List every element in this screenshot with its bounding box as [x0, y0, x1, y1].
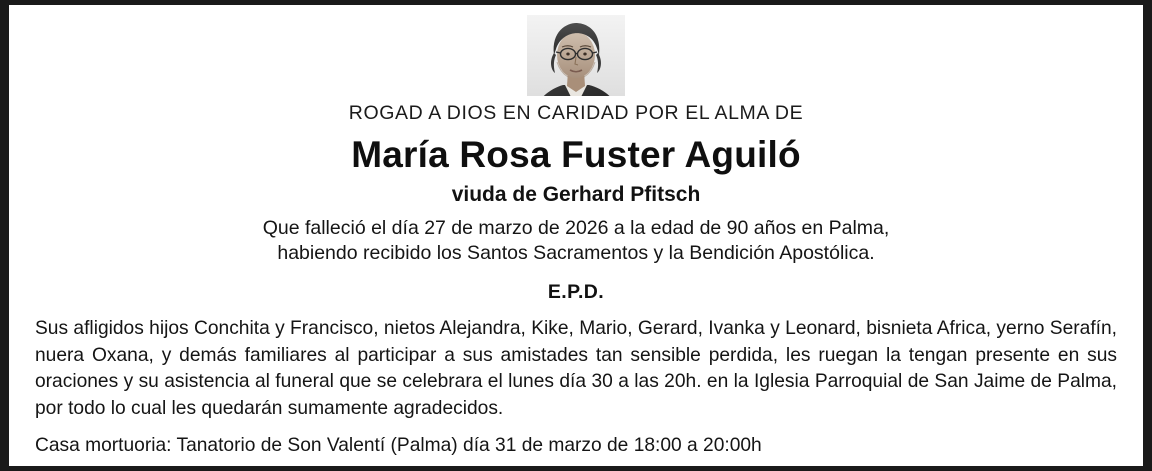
mortuary-info: Casa mortuoria: Tanatorio de Son Valentí (Palma) día 31 de marzo de 18:00 a 20:00h	[35, 435, 762, 457]
death-details	[263, 216, 890, 267]
portrait-photo-icon	[527, 15, 625, 96]
death-line-1: Que falleció el día 27 de marzo de 2026 a la edad de 90 años en Palma,	[262, 216, 890, 239]
deceased-name: María Rosa Fuster Aguiló	[351, 133, 801, 175]
portrait-frame	[527, 15, 625, 96]
epd-label: E.P.D.	[547, 280, 605, 303]
death-line-2: habiendo recibido los Santos Sacramentos y la Bendición Apostólica.	[277, 242, 875, 265]
invocation-line: ROGAD A DIOS EN CARIDAD POR EL ALMA DE	[348, 101, 804, 124]
notice-inner	[9, 5, 1143, 466]
family-message: Sus afligidos hijos Conchita y Francisco, nietos Alejandra, Kike, Mario, Gerard, Ivanka y Leonard, bisnieta Africa, yerno Serafín, nuera Oxana, y demás familiares al participar a sus amistades tan sensible perdida, les ruegan la tengan presente en sus oraciones y su asistencia al funeral que se celebrara el lunes día 30 a las 20h. en la Iglesia Parroquial de San Jaime de Palma, por todo lo cual les quedarán sumamente agradecidos.	[35, 317, 1117, 420]
spouse-line: viuda de Gerhard Pfitsch	[451, 182, 701, 206]
